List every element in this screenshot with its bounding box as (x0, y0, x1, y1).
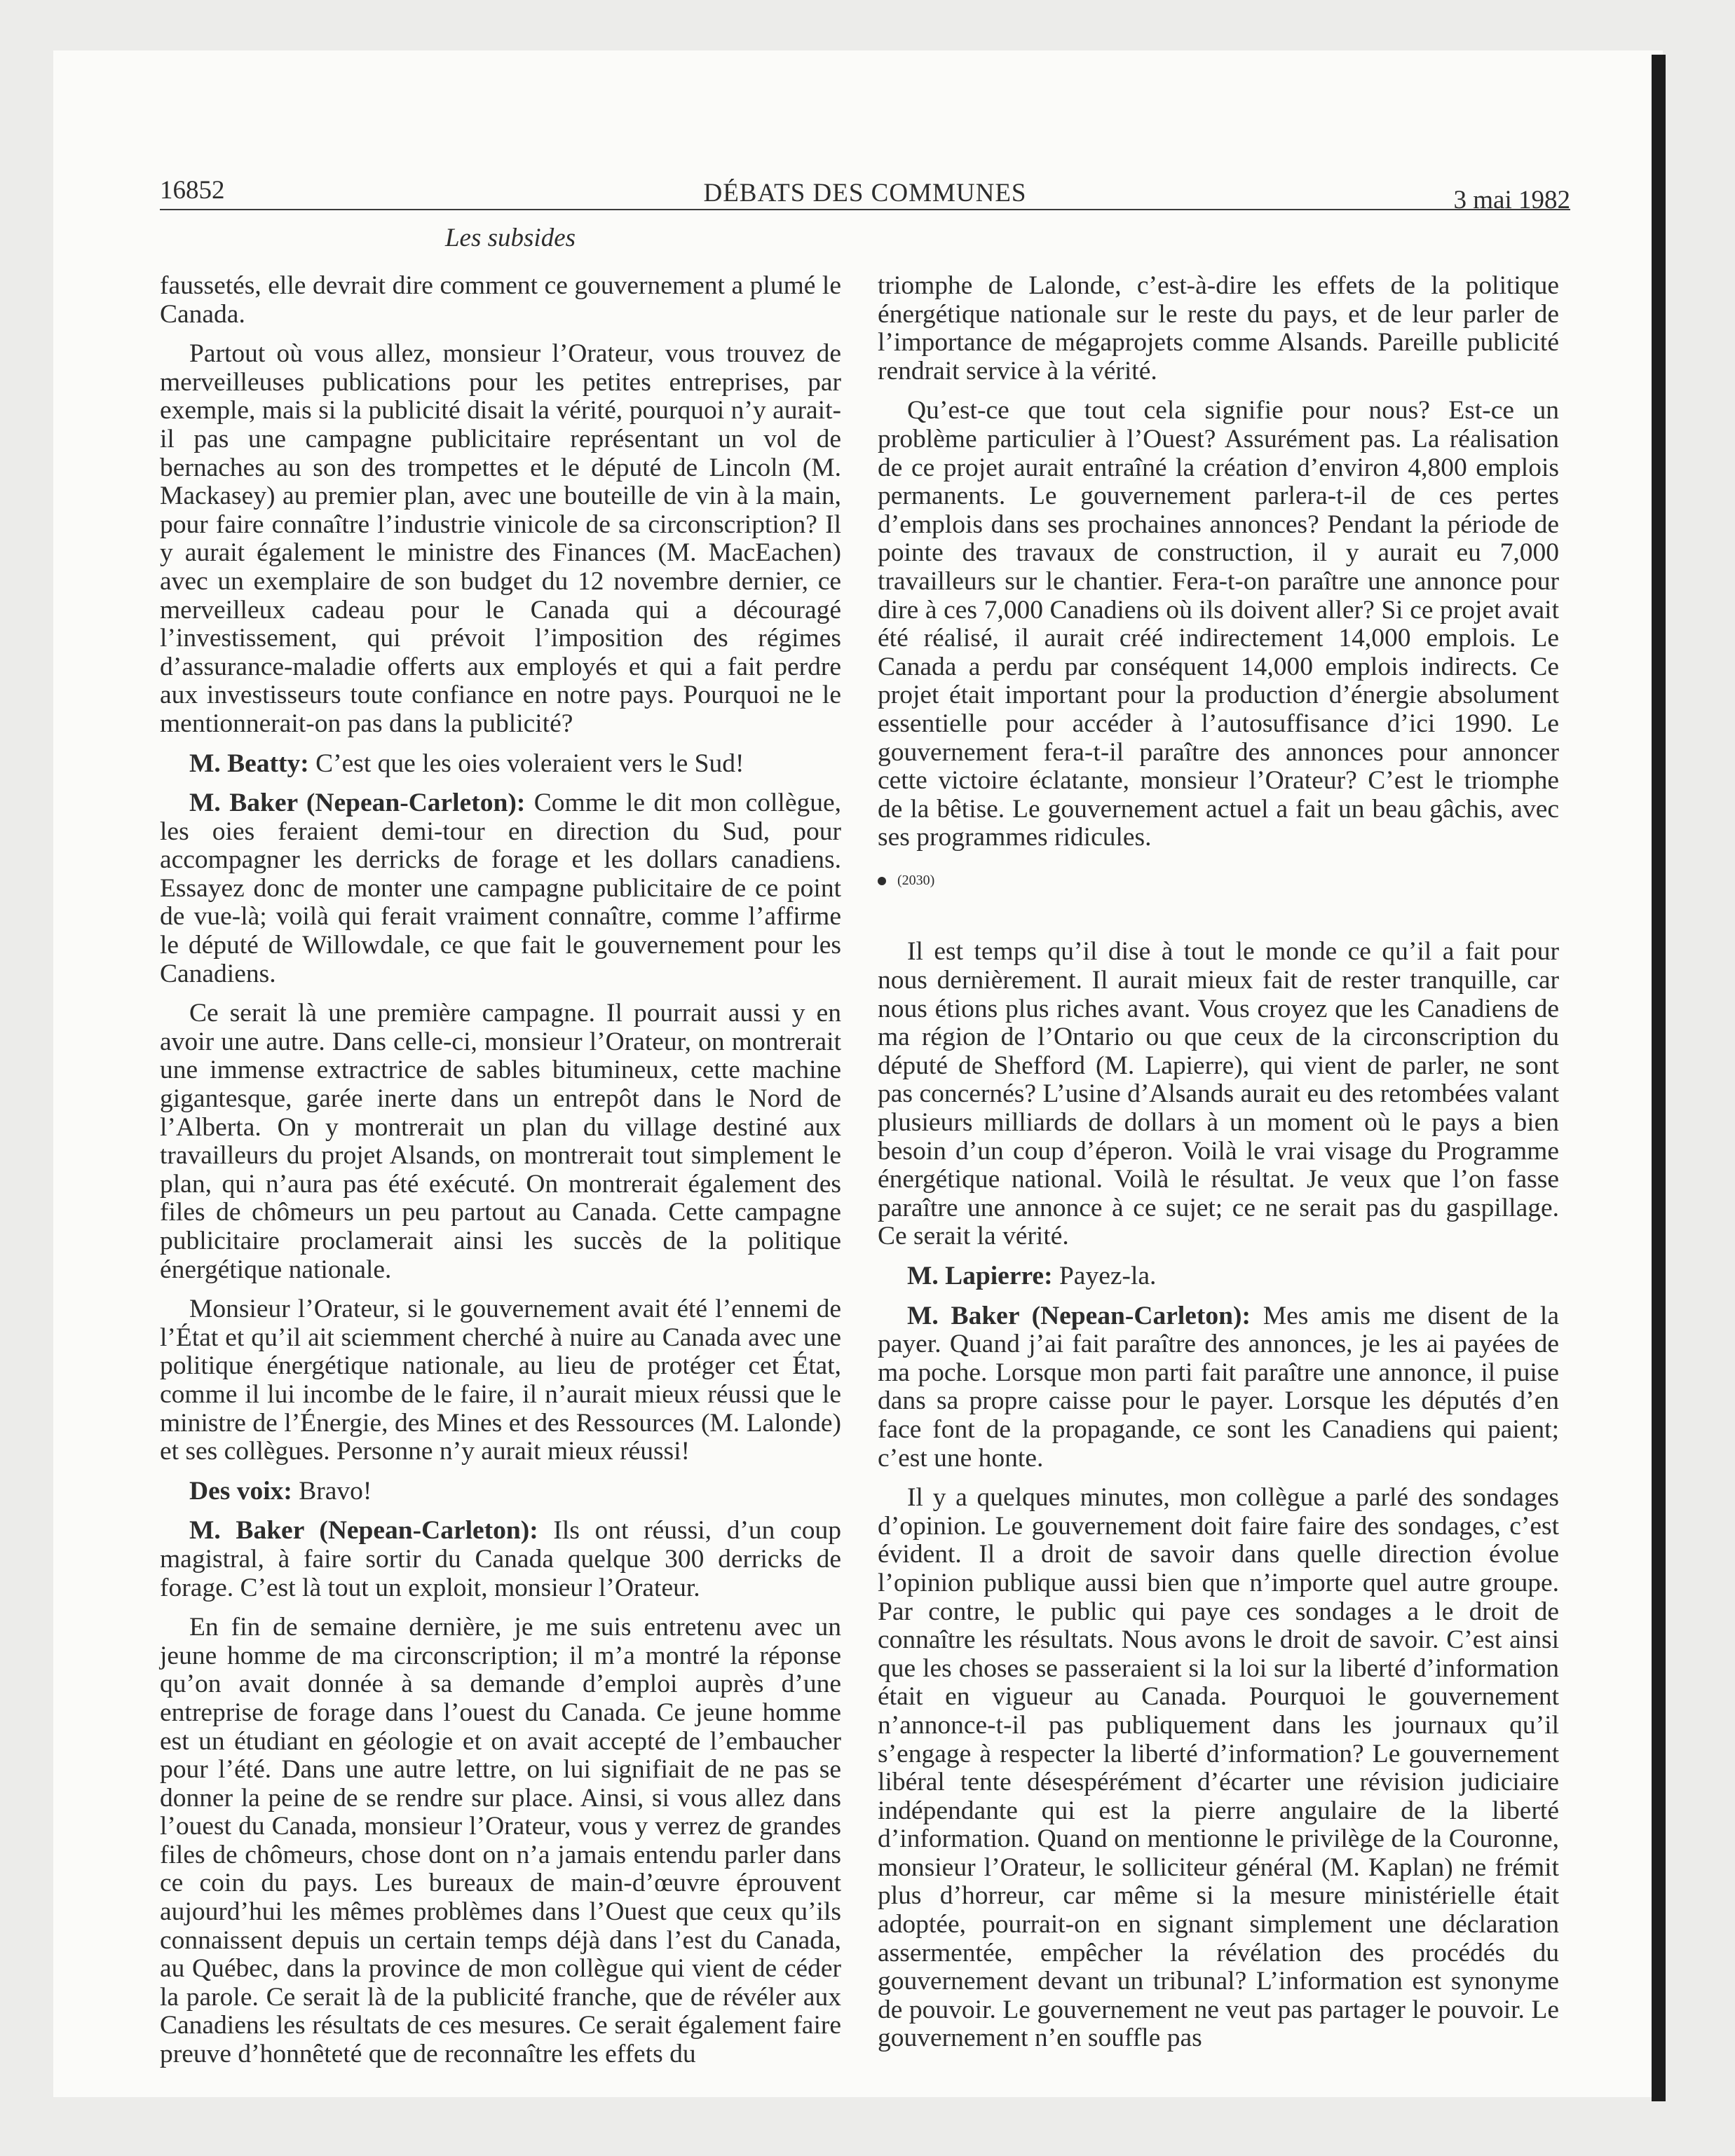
speaker-name: M. Beatty: (189, 749, 309, 778)
paragraph: Il est temps qu’il dise à tout le monde ce qu’il a fait pour nous dernièrement. Il aurait mieux fait de rester tranquille, car nous étions plus riches avant. Vous croyez que les Canadiens de ma région de l’Ontario ou que ceux de la circonscription du député de Shefford (M. Lapierre), qui vient de parler, ne sont pas concernés? L’usine d’Alsands aurait eu des retombées valant plusieurs milliards de dollars à un moment où le pays a bien besoin d’un coup d’éperon. Voilà le vrai visage du Programme énergétique national. Voilà le résultat. Je veux que l’on fasse paraître une annonce à ce sujet; ce ne serait pas du gaspillage. Ce serait la vérité. (878, 937, 1559, 1251)
speech-text: Ils ont réussi, d’un coup magistral, à faire sortir du Canada quelque 300 derricks de forage. C’est là tout un exploit, monsieur l’Orateur. (160, 1516, 841, 1602)
speech-paragraph (160, 750, 841, 779)
speech-paragraph (160, 1517, 841, 1602)
speech-paragraph (160, 1478, 841, 1506)
left-column (160, 272, 841, 2080)
journal-title: DÉBATS DES COMMUNES (703, 179, 1027, 207)
speech-paragraph (878, 1262, 1559, 1291)
right-column (878, 272, 1559, 2064)
speech-text: Comme le dit mon collègue, les oies feraient demi-tour en direction du Sud, pour accompagner les derricks de forage et les dollars canadiens. Essayez donc de monter une campagne publicitaire de ce point de vue-là; voilà qui ferait vraiment connaître, comme l’affirme le député de Willowdale, ce que fait le gouvernement pour les Canadiens. (160, 789, 842, 988)
paragraph: En fin de semaine dernière, je me suis entretenu avec un jeune homme de ma circonscription; il m’a montré la réponse qu’on avait donnée à sa demande d’emploi auprès d’une entreprise de forage dans l’ouest du Canada. Ce jeune homme est un étudiant en géologie et on avait accepté de l’embaucher pour l’été. Dans une autre lettre, on lui signifiait de ne pas se donner la peine de se rendre sur place. Ainsi, si vous allez dans l’ouest du Canada, monsieur l’Orateur, vous y verrez de grandes files de chômeurs, chose dont on n’a jamais entendu parler dans ce coin du pays. Les bureaux de main-d’œuvre éprouvent aujourd’hui les mêmes problèmes dans l’Ouest que ceux qu’ils connaissent depuis un certain temps déjà dans l’est du Canada, au Québec, dans la province de mon collègue qui vient de céder la parole. Ce serait là de la publicité franche, que de révéler aux Canadiens les résultats de ces mesures. Ce serait également faire preuve d’honnêteté que de reconnaître les effets du (160, 1613, 841, 2069)
bullet-icon (878, 877, 886, 885)
speech-text: Payez-la. (1059, 1262, 1157, 1290)
scan-edge-shadow (1652, 55, 1666, 2101)
page-number: 16852 (160, 176, 225, 205)
speaker-name: M. Lapierre: (907, 1262, 1053, 1290)
section-title: Les subsides (444, 224, 576, 252)
speaker-name: M. Baker (Nepean-Carleton): (907, 1301, 1251, 1330)
speech-text: C’est que les oies voleraient vers le Sud! (315, 749, 744, 778)
time-marker-text: (2030) (897, 872, 935, 888)
paragraph: Monsieur l’Orateur, si le gouvernement avait été l’ennemi de l’État et qu’il ait sciemment cherché à nuire au Canada avec une politique énergétique nationale, au lieu de protéger cet État, comme il lui incombe de le faire, il n’aurait mieux réussi que le ministre de l’Énergie, des Mines et des Ressources (M. Lalonde) et ses collègues. Personne n’y aurait mieux réussi! (160, 1295, 841, 1466)
speech-text: Mes amis me disent de la payer. Quand j’ai fait paraître des annonces, je les ai payées de ma poche. Lorsque mon parti fait paraître une annonce, il puise dans sa propre caisse pour le payer. Lorsque les députés d’en face font de la propagande, ce sont les Canadiens qui paient; c’est une honte. (878, 1301, 1559, 1473)
page-header (160, 175, 1570, 214)
paragraph: Il y a quelques minutes, mon collègue a parlé des sondages d’opinion. Le gouvernement doit faire faire des sondages, c’est évident. Il a droit de savoir dans quelle direction évolue l’opinion publique aussi bien que n’importe quel autre groupe. Par contre, le public qui paye ces sondages a le droit de connaître les résultats. Nous avons le droit de savoir. C’est ainsi que les choses se passeraient si la loi sur la liberté d’information était en vigueur au Canada. Pourquoi le gouvernement n’annonce-t-il pas publiquement dans les journaux qu’il s’engage à respecter la liberté d’information? Le gouvernement libéral tente désespérément d’écarter une révision judiciaire indépendante qui est la pierre angulaire de la liberté d’information. Quand on mentionne le privilège de la Couronne, monsieur l’Orateur, le solliciteur général (M. Kaplan) ne frémit plus d’horreur, car même si la mesure ministérielle était adoptée, pourrait-on en signant simplement une déclaration assermentée, empêcher la révélation des procédés du gouvernement devant un tribunal? L’information est synonyme de pouvoir. Le gouvernement ne veut pas partager le pouvoir. Le gouvernement n’en souffle pas (878, 1483, 1559, 2053)
speaker-name: Des voix: (189, 1476, 292, 1506)
paragraph: Qu’est-ce que tout cela signifie pour nous? Est-ce un problème particulier à l’Ouest? Assurément pas. La réalisation de ce projet aurait entraîné la création d’environ 4,800 emplois permanents. Le gouvernement parlera-t-il de ces pertes d’emplois dans ses prochaines annonces? Pendant la période de pointe des travaux de construction, il y aurait eu 7,000 travailleurs sur le chantier. Fera-t-on paraître une annonce pour dire à ces 7,000 Canadiens où ils doivent aller? Si ce projet avait été réalisé, il aurait créé indirectement 14,000 emplois. Le Canada a perdu par conséquent 14,000 emplois indirects. Ce projet était important pour la production d’énergie absolument essentielle pour accéder à l’autosuffisance d’ici 1990. Le gouvernement fera-t-il paraître des annonces pour annoncer cette victoire éclatante, monsieur l’Orateur? C’est le triomphe de la bêtise. Le gouvernement actuel a fait un beau gâchis, avec ses programmes ridicules. (878, 396, 1559, 852)
paragraph: Ce serait là une première campagne. Il pourrait aussi y en avoir une autre. Dans celle-ci, monsieur l’Orateur, on montrerait une immense extractrice de sables bitumineux, cette machine gigantesque, garée inerte dans un entrepôt dans le Nord de l’Alberta. On y montrerait un plan du village destiné aux travailleurs du projet Alsands, on montrerait tout simplement le plan, qui n’aura pas été exécuté. On montrerait également des files de chômeurs un peu partout au Canada. Cette campagne publicitaire proclamerait ainsi les succès de la politique énergétique nationale. (160, 999, 841, 1284)
issue-date: 3 mai 1982 (1453, 186, 1570, 214)
speaker-name: M. Baker (Nepean-Carleton): (189, 789, 526, 818)
time-marker (878, 866, 1559, 895)
speech-paragraph (878, 1302, 1559, 1473)
speech-paragraph (160, 789, 841, 988)
paragraph: triomphe de Lalonde, c’est-à-dire les effets de la politique énergétique nationale sur le reste du pays, et de leur parler de l’importance de mégaprojets comme Alsands. Pareille publicité rendrait service à la vérité. (878, 271, 1559, 386)
speech-text: Bravo! (299, 1476, 372, 1506)
speaker-name: M. Baker (Nepean-Carleton): (189, 1516, 538, 1546)
paragraph: faussetés, elle devrait dire comment ce gouvernement a plumé le Canada. (160, 271, 841, 329)
paragraph: Partout où vous allez, monsieur l’Orateur, vous trouvez de merveilleuses publications pour les petites entreprises, par exemple, mais si la publicité disait la vérité, pourquoi n’y aurait-il pas une campagne publicitaire représentant un vol de bernaches au son des trompettes et le député de Lincoln (M. Mackasey) au premier plan, avec une bouteille de vin à la main, pour faire connaître l’industrie vinicole de sa circonscription? Il y aurait également le ministre des Finances (M. MacEachen) avec un exemplaire de son budget du 12 novembre dernier, ce merveilleux cadeau pour le Canada qui a découragé l’investissement, qui prévoit l’imposition des régimes d’assurance-maladie offerts aux employés et qui a fait perdre aux investisseurs toute confiance en notre pays. Pourquoi ne le mentionnerait-on pas dans la publicité? (160, 339, 841, 738)
